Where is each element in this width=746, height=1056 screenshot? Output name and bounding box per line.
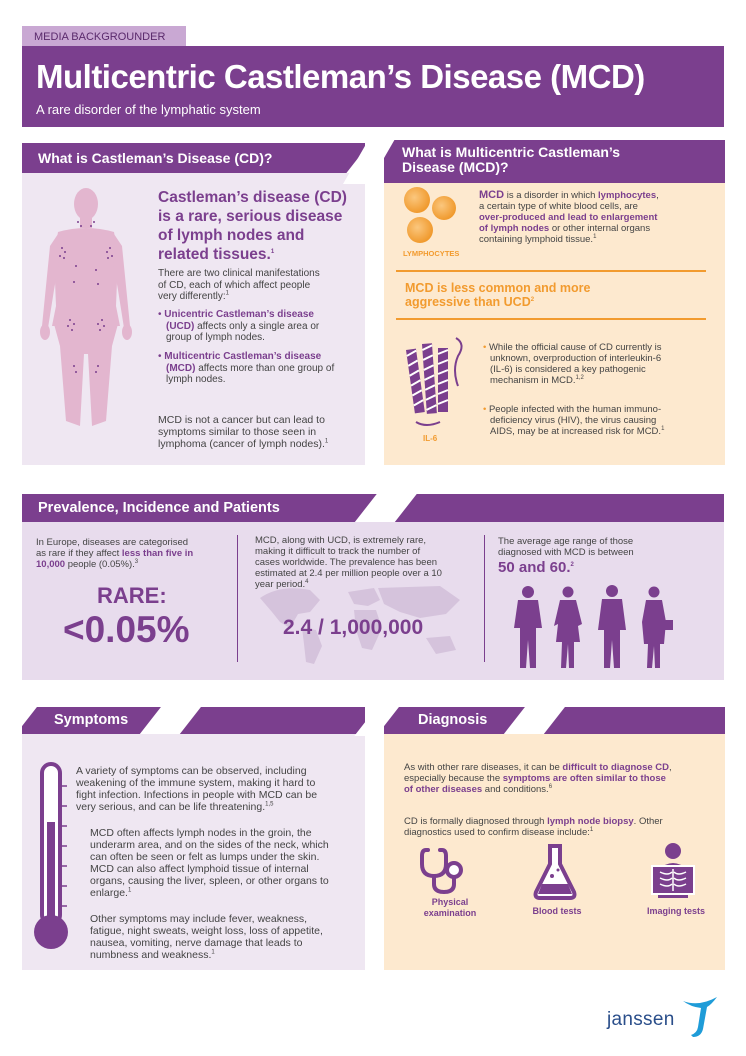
rare-threshold-value: <0.05% bbox=[63, 609, 190, 650]
flask-icon bbox=[532, 842, 578, 900]
symptoms-paragraph-3: Other symptoms may include fever, weakness, fatigue, night sweats, weight loss, loss of appetite, nausea, vomiting, nerve damage that leads to numbness and weakness.$^1$ bbox=[90, 913, 323, 961]
cd-intro-text: There are two clinical manifestations of CD, each of which affect people very differently:$^1$ bbox=[158, 268, 320, 302]
page-subtitle: A rare disorder of the lymphatic system bbox=[36, 102, 261, 117]
cd-note-text: MCD is not a cancer but can lead to symptoms similar to those seen in lymphoma (cancer of lymph nodes).$^1$ bbox=[158, 414, 329, 450]
xray-scan-icon bbox=[648, 842, 698, 902]
column-divider bbox=[237, 535, 238, 662]
section-heading-diagnosis: Diagnosis bbox=[384, 707, 725, 734]
stethoscope-icon bbox=[418, 846, 468, 896]
patients-silhouettes-icon bbox=[508, 584, 688, 670]
tool-imaging-tests-label: Imaging tests bbox=[646, 906, 705, 916]
age-range-text: The average age range of those diagnosed with MCD is between bbox=[498, 536, 634, 558]
bullet-mcd: • Multicentric Castleman’s disease (MCD) affects more than one group of lymph nodes. bbox=[158, 351, 335, 385]
section-heading-symptoms: Symptoms bbox=[22, 707, 365, 734]
lymphocytes-label: LYMPHOCYTES bbox=[403, 249, 460, 258]
diagnosis-paragraph-1: As with other rare diseases, it can be difficult to diagnose CD, especially because the symptoms are often similar to those of other diseases and conditions.$^6$ bbox=[404, 762, 672, 795]
document-tag: MEDIA BACKGROUNDER bbox=[22, 26, 186, 48]
il6-label: IL-6 bbox=[423, 434, 438, 443]
tool-physical-exam-label: Physical examination bbox=[423, 897, 477, 918]
rare-definition-text: In Europe, diseases are categorised as rare if they affect less than five in 10,000 people (0.05%).$^3$ bbox=[36, 537, 194, 570]
janssen-logo bbox=[607, 995, 727, 1039]
page-title: Multicentric Castleman’s Disease (MCD) bbox=[36, 58, 645, 95]
cd-lead-text: Castleman’s disease (CD) is a rare, serious disease of lymph nodes and related tissues.$^1$ bbox=[158, 189, 347, 263]
symptoms-paragraph-1: A variety of symptoms can be observed, including weakening of the immune system, making it hard to fight infection. Infections in people with MCD can be very serious, and can be life threatening.$^{1,5}$ bbox=[76, 765, 318, 813]
bullet-ucd: • Unicentric Castleman’s disease (UCD) affects only a single area or group of lymph nodes. bbox=[158, 309, 320, 343]
column-divider bbox=[484, 535, 485, 662]
diagnosis-paragraph-2: CD is formally diagnosed through lymph node biopsy. Other diagnostics used to confirm disease include:$^1$ bbox=[404, 816, 663, 838]
rare-label: RARE: bbox=[97, 583, 167, 608]
incidence-text: MCD, along with UCD, is extremely rare, making it difficult to track the number of cases worldwide. The prevalence has been estimated at 2.4 per million people over a 10 year period.$^4$ bbox=[255, 535, 442, 590]
lymphocytes-icon bbox=[400, 186, 460, 248]
tool-blood-tests-label: Blood tests bbox=[532, 906, 582, 916]
divider bbox=[396, 270, 706, 272]
bullet-hiv-risk: • People infected with the human immuno- deficiency virus (HIV), the virus causing AIDS, may be at increased risk for MCD.$^1$ bbox=[483, 404, 665, 437]
section-heading-cd: What is Castleman’s Disease (CD)? bbox=[22, 143, 365, 173]
bullet-il6-cause: • While the official cause of CD currently is unknown, overproduction of interleukin-6 (IL-6) is considered a key pathogenic mechanism in MCD.$^{1,2}$ bbox=[483, 342, 662, 386]
section-heading-mcd: What is Multicentric Castleman’s Disease (MCD)? bbox=[384, 140, 725, 183]
mcd-callout: MCD is less common and more aggressive than UCD$^2$ bbox=[405, 281, 591, 309]
symptoms-paragraph-2: MCD often affects lymph nodes in the groin, the underarm area, and on the sides of the neck, which can often be seen or felt as lumps under the skin. MCD can also affect lymphoid tissue of internal organs, causing the liver, spleen, or other organs to enlarge.$^1$ bbox=[90, 827, 329, 899]
il6-protein-icon bbox=[396, 330, 468, 430]
age-range-value: 50 and 60.$^2$ bbox=[498, 559, 574, 576]
incidence-value: 2.4 / 1,000,000 bbox=[283, 616, 424, 639]
janssen-logo-text: janssen bbox=[607, 1009, 675, 1030]
divider bbox=[396, 318, 706, 320]
human-body-figure bbox=[36, 186, 136, 436]
mcd-definition-text: MCD is a disorder in which lymphocytes, a certain type of white blood cells, are over-produced and lead to enlargement of lymph nodes or other internal organs containing lymphoid tissue.$^1$ bbox=[479, 189, 659, 245]
thermometer-icon bbox=[32, 762, 70, 954]
section-heading-prevalence: Prevalence, Incidence and Patients bbox=[22, 494, 724, 522]
